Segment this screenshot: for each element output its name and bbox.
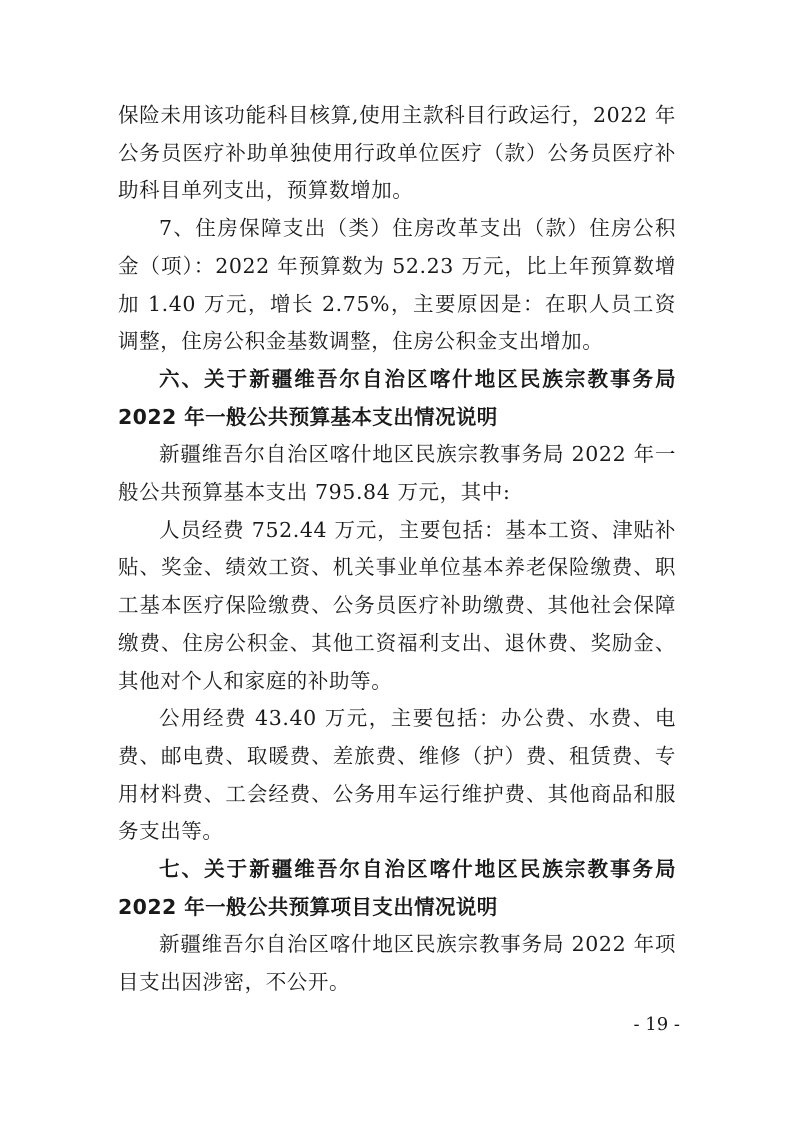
section-heading-project-expenditure: 七、关于新疆维吾尔自治区喀什地区民族宗教事务局 2022 年一般公共预算项目支出情况说明 — [118, 857, 676, 919]
page-number: - 19 - — [633, 1014, 680, 1035]
document-page — [118, 97, 676, 1002]
paragraph-public-funds: 公用经费 43.40 万元，主要包括：办公费、水费、电费、邮电费、取暖费、差旅费、维修（护）费、租赁费、专用材料费、工会经费、公务用车运行维护费、其他商品和服务支出等。 — [118, 706, 676, 844]
paragraph-project-expenditure: 新疆维吾尔自治区喀什地区民族宗教事务局 2022 年项目支出因涉密，不公开。 — [118, 932, 676, 995]
paragraph-insurance-continuation: 保险未用该功能科目核算,使用主款科目行政运行，2022 年公务员医疗补助单独使用行政单位医疗（款）公务员医疗补助科目单列支出，预算数增加。 — [118, 103, 676, 203]
paragraph-housing-expenditure: 7、住房保障支出（类）住房改革支出（款）住房公积金（项）：2022 年预算数为 52.23 万元，比上年预算数增加 1.40 万元，增长 2.75%，主要原因是：在职人员工资调整，住房公积金基数调整，住房公积金支出增加。 — [118, 216, 676, 354]
paragraph-personnel-funds: 人员经费 752.44 万元，主要包括：基本工资、津贴补贴、奖金、绩效工资、机关事业单位基本养老保险缴费、职工基本医疗保险缴费、公务员医疗补助缴费、其他社会保障缴费、住房公积金、其他工资福利支出、退休费、奖励金、其他对个人和家庭的补助等。 — [118, 517, 676, 693]
section-heading-basic-expenditure: 六、关于新疆维吾尔自治区喀什地区民族宗教事务局 2022 年一般公共预算基本支出情况说明 — [118, 366, 676, 429]
paragraph-basic-expenditure-total: 新疆维吾尔自治区喀什地区民族宗教事务局 2022 年一般公共预算基本支出 795.84 万元，其中: — [118, 442, 676, 505]
